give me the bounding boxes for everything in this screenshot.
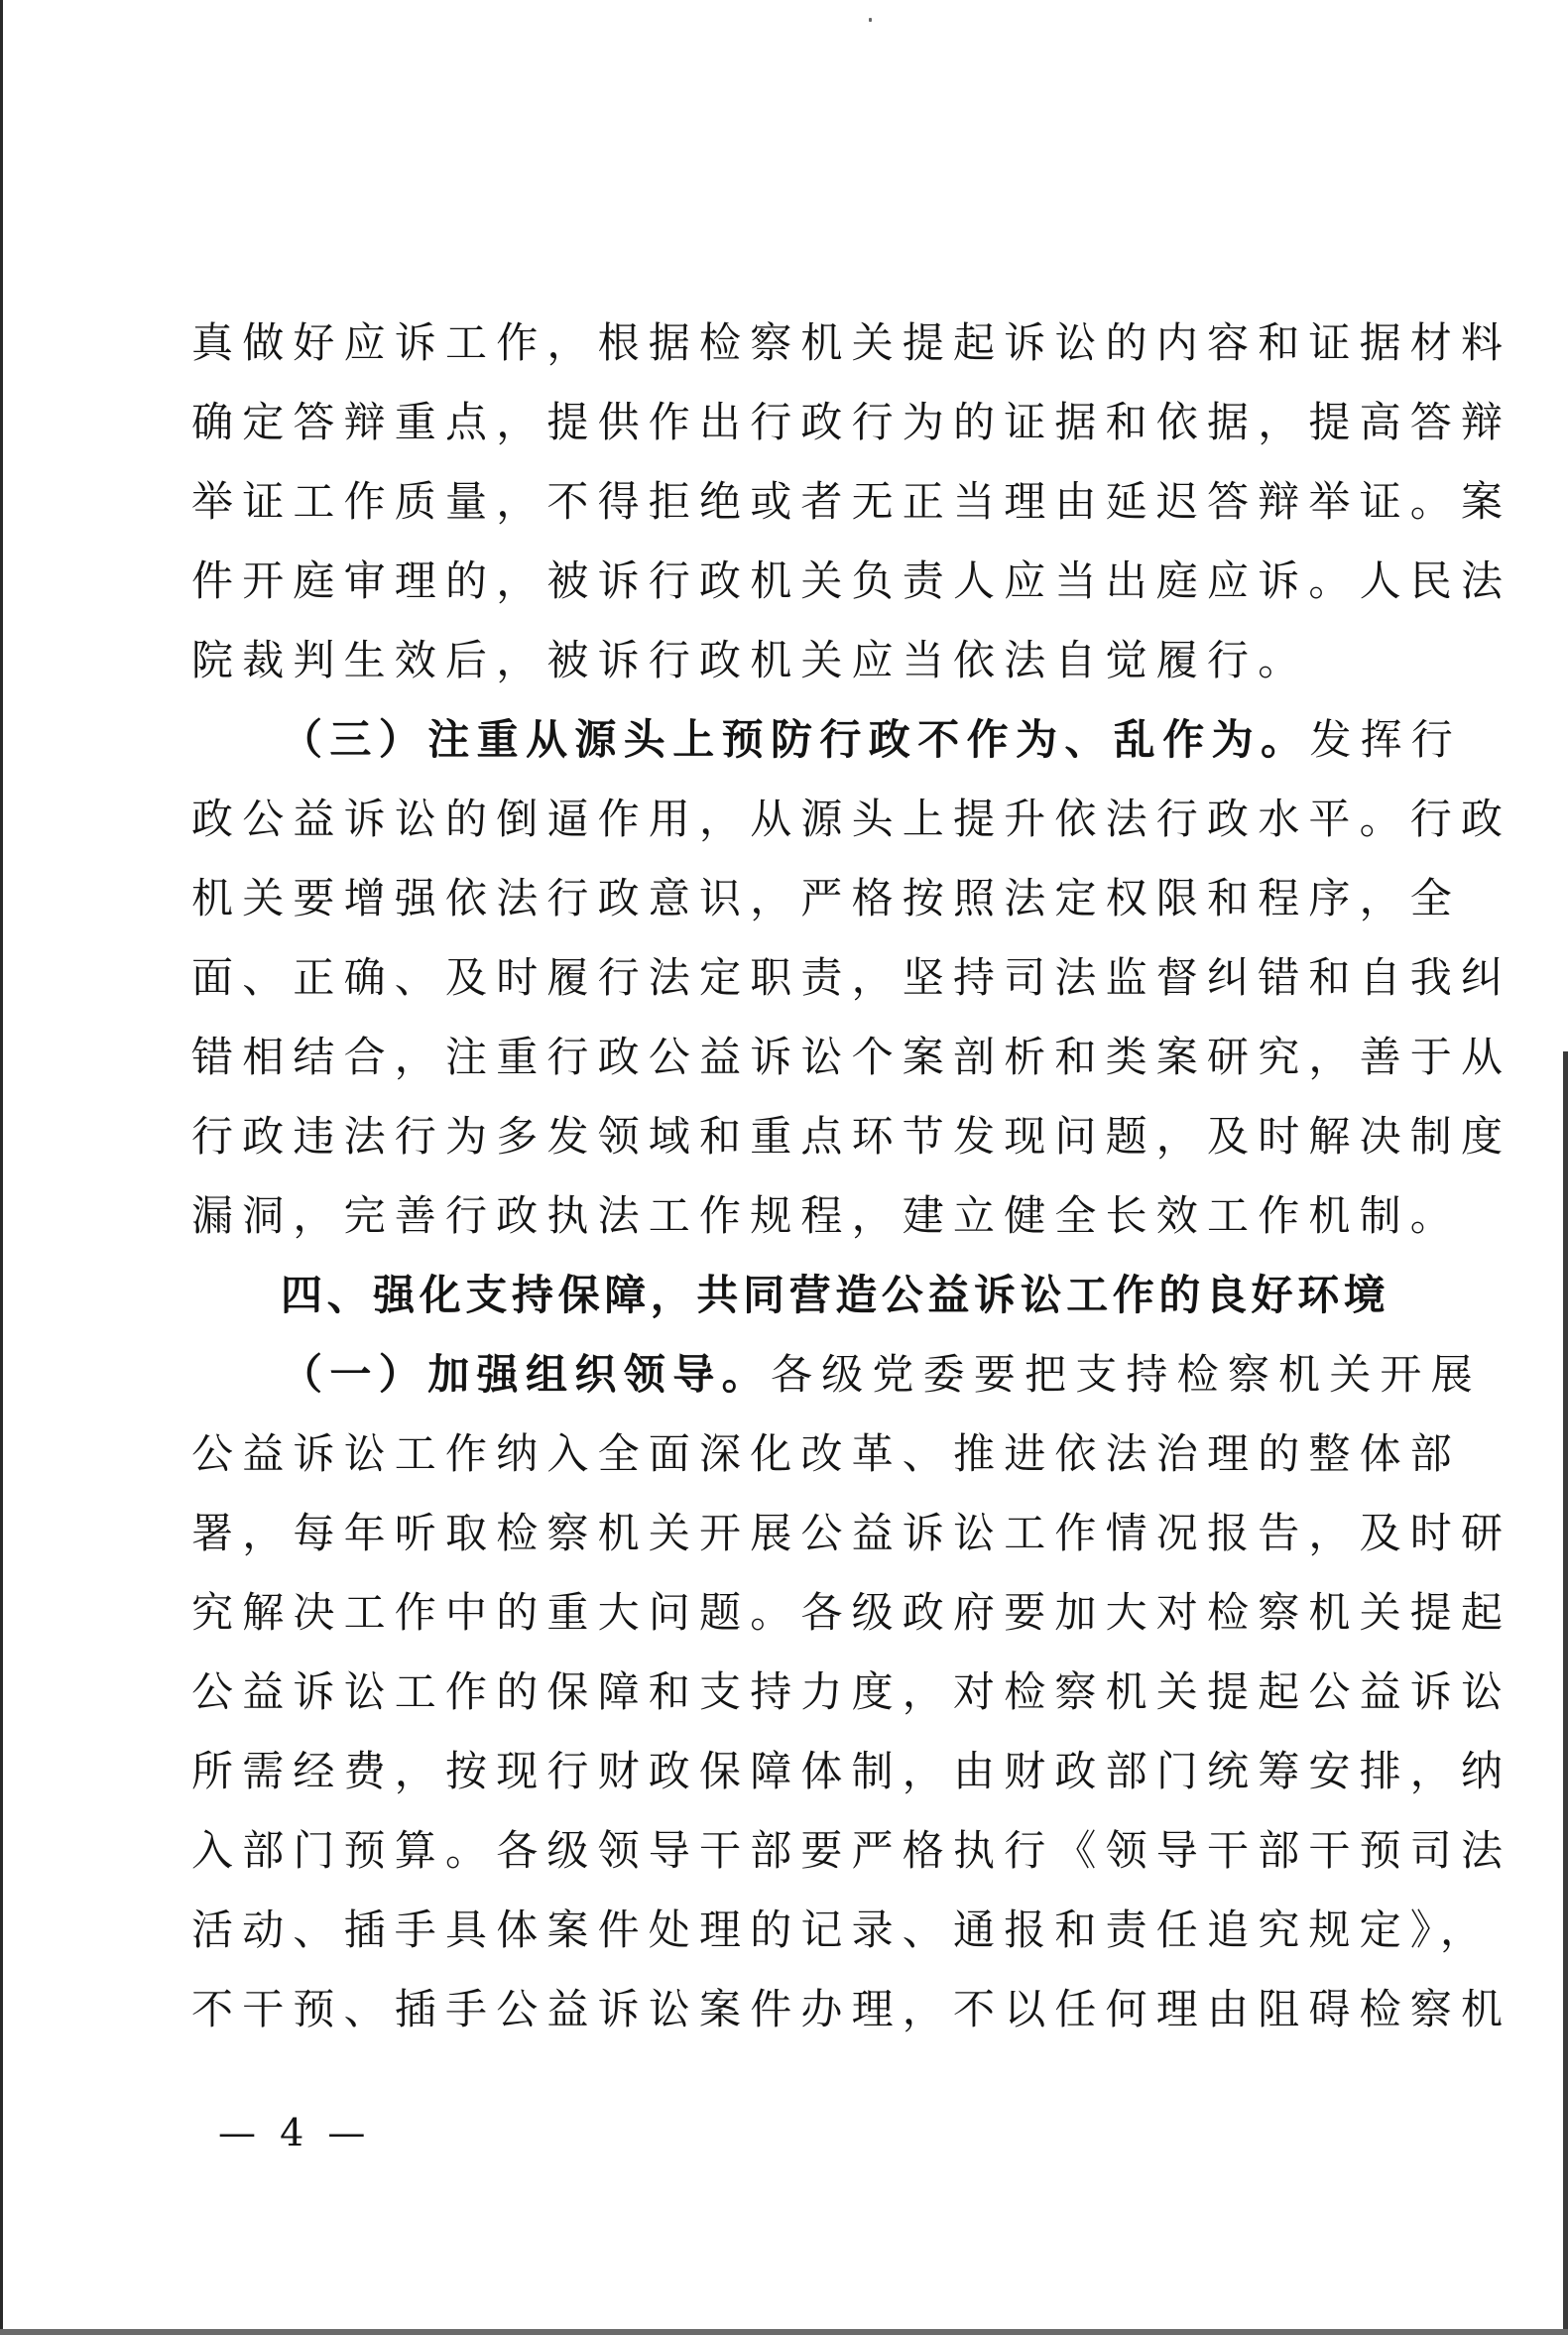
text-line: 公益诉讼工作纳入全面深化改革、推进依法治理的整体部 [191,1429,1462,1478]
scan-edge-left [0,0,3,2335]
text-line: 面、正确、及时履行法定职责，坚持司法监督纠错和自我纠 [191,953,1512,1002]
text-line: 机关要增强依法行政意识，严格按照法定权限和程序，全 [191,874,1462,922]
text-line: 确定答辩重点，提供作出行政行为的证据和依据，提高答辩 [191,398,1512,446]
body-text [191,304,1512,2049]
text-line: 院裁判生效后，被诉行政机关应当依法自觉履行。 [191,636,1309,684]
text-line: 所需经费，按现行财政保障体制，由财政部门统筹安排，纳 [191,1747,1512,1795]
text-line: 件开庭审理的，被诉行政机关负责人应当出庭应诉。人民法 [191,556,1512,605]
text-run: 发挥行 [1309,715,1463,764]
text-line: 活动、插手具体案件处理的记录、通报和责任追究规定》， [191,1905,1492,1954]
text-line: 政公益诉讼的倒逼作用，从源头上提升依法行政水平。行政 [191,795,1512,843]
page-number: — 4 — [218,2111,372,2154]
text-line: 漏洞，完善行政执法工作规程，建立健全长效工作机制。 [191,1191,1462,1240]
subsection-lead: （一）加强组织领导。 [281,1350,772,1399]
scan-edge-right [1563,1051,1568,2335]
scan-edge-bottom [0,2329,1568,2335]
subsection-lead: （三）注重从源头上预防行政不作为、乱作为。 [281,715,1310,764]
paragraph-start-line [191,700,1463,780]
paragraph-start-line [191,1335,1482,1414]
text-line: 错相结合，注重行政公益诉讼个案剖析和类案研究，善于从 [191,1033,1512,1081]
text-line: 究解决工作中的重大问题。各级政府要加大对检察机关提起 [191,1588,1512,1637]
text-line: 署，每年听取检察机关开展公益诉讼工作情况报告，及时研 [191,1509,1512,1557]
text-line: 举证工作质量，不得拒绝或者无正当理由延迟答辩举证。案 [191,477,1512,526]
text-run: 各级党委要把支持检察机关开展 [771,1350,1482,1399]
text-line: 公益诉讼工作的保障和支持力度，对检察机关提起公益诉讼 [191,1667,1512,1716]
scan-speck [869,18,872,22]
text-line: 真做好应诉工作，根据检察机关提起诉讼的内容和证据材料 [191,318,1512,367]
text-line: 不干预、插手公益诉讼案件办理，不以任何理由阻碍检察机 [191,1985,1512,2033]
text-line: 行政违法行为多发领域和重点环节发现问题，及时解决制度 [191,1112,1512,1161]
section-heading: 四、强化支持保障，共同营造公益诉讼工作的良好环境 [281,1271,1390,1319]
text-line: 入部门预算。各级领导干部要严格执行《领导干部干预司法 [191,1826,1512,1875]
